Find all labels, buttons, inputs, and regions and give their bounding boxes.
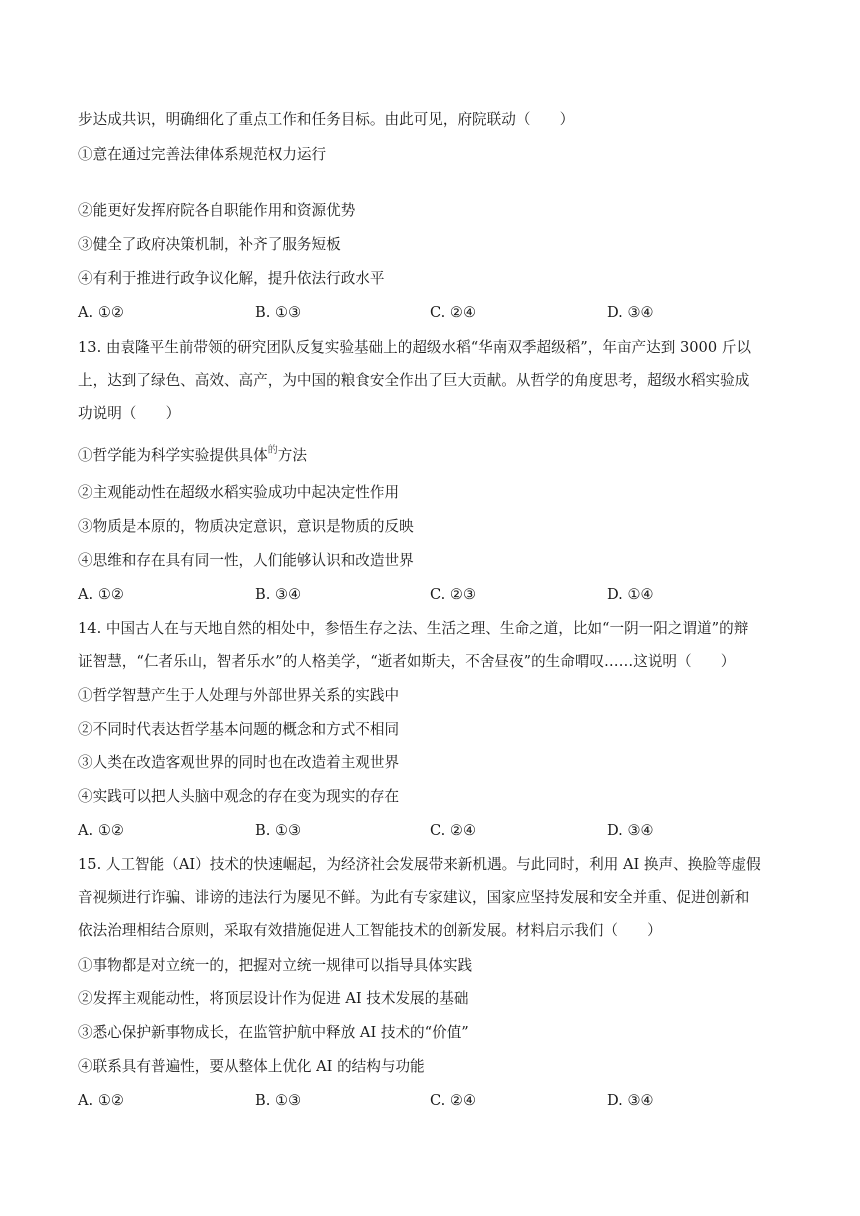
q12-option-b: B. ①③: [255, 304, 302, 321]
q13-stem-line-2: 上，达到了绿色、高效、高产，为中国的粮食安全作出了巨大贡献。从哲学的角度思考，超级水稻实验成: [78, 372, 750, 389]
q12-item-4: ④有利于推进行政争议化解，提升依法行政水平: [78, 270, 385, 287]
q13-item-1-sup: 的: [267, 445, 278, 456]
q13-item-4: ④思维和存在具有同一性，人们能够认识和改造世界: [78, 552, 414, 569]
q15-item-4: ④联系具有普遍性，要从整体上优化 AI 的结构与功能: [78, 1058, 425, 1075]
q13-item-1-pre: ①哲学能为科学实验提供具体: [78, 447, 268, 464]
q13-item-1-post: 方法: [277, 447, 307, 464]
q12-option-c: C. ②④: [430, 304, 477, 321]
q15-item-3: ③悉心保护新事物成长，在监管护航中释放 AI 技术的“价值”: [78, 1024, 469, 1041]
q12-item-3: ③健全了政府决策机制，补齐了服务短板: [78, 236, 341, 253]
q13-option-a: A. ①②: [78, 586, 124, 603]
q15-item-1: ①事物都是对立统一的，把握对立统一规律可以指导具体实践: [78, 957, 473, 974]
q15-option-a: A. ①②: [78, 1092, 124, 1109]
q13-option-b: B. ③④: [255, 586, 302, 603]
q13-stem-line-1: 13. 由袁隆平生前带领的研究团队反复实验基础上的超级水稻“华南双季超级稻”，年亩产达到 3000 斤以: [78, 339, 751, 356]
q15-option-c: C. ②④: [430, 1092, 477, 1109]
q14-stem-line-1: 14. 中国古人在与天地自然的相处中，参悟生存之法、生活之理、生命之道，比如“一阴一阳之谓道”的辩: [78, 620, 749, 637]
q12-item-2: ②能更好发挥府院各自职能作用和资源优势: [78, 202, 356, 219]
q13-item-2: ②主观能动性在超级水稻实验成功中起决定性作用: [78, 484, 400, 501]
q14-stem-line-2: 证智慧，“仁者乐山，智者乐水”的人格美学，“逝者如斯夫，不舍昼夜”的生命喟叹……这说明（ ）: [78, 653, 736, 670]
q13-item-1: [78, 446, 307, 468]
q14-option-a: A. ①②: [78, 822, 124, 839]
q14-option-d: D. ③④: [607, 822, 654, 839]
q15-stem-line-3: 依法治理相结合原则，采取有效措施促进人工智能技术的创新发展。材料启示我们（ ）: [78, 922, 662, 939]
q12-option-d: D. ③④: [607, 304, 654, 321]
q13-option-c: C. ②③: [430, 586, 477, 603]
q15-stem-line-2: 音视频进行诈骗、诽谤的违法行为屡见不鲜。为此有专家建议，国家应坚持发展和安全并重、促进创新和: [78, 889, 750, 906]
q13-option-d: D. ①④: [607, 586, 654, 603]
q14-option-b: B. ①③: [255, 822, 302, 839]
q14-item-1: ①哲学智慧产生于人处理与外部世界关系的实践中: [78, 687, 400, 704]
q12-item-1: ①意在通过完善法律体系规范权力运行: [78, 146, 327, 163]
q12-option-a: A. ①②: [78, 304, 124, 321]
q13-stem-line-3: 功说明（ ）: [78, 405, 181, 422]
q15-option-b: B. ①③: [255, 1092, 302, 1109]
q12-stem-continuation: 步达成共识，明确细化了重点工作和任务目标。由此可见，府院联动（ ）: [78, 111, 575, 128]
q15-stem-line-1: 15. 人工智能（AI）技术的快速崛起，为经济社会发展带来新机遇。与此同时，利用 AI 换声、换脸等虚假: [78, 856, 761, 873]
q15-item-2: ②发挥主观能动性，将顶层设计作为促进 AI 技术发展的基础: [78, 990, 469, 1007]
q14-option-c: C. ②④: [430, 822, 477, 839]
q14-item-3: ③人类在改造客观世界的同时也在改造着主观世界: [78, 754, 400, 771]
q15-option-d: D. ③④: [607, 1092, 654, 1109]
q14-item-4: ④实践可以把人头脑中观念的存在变为现实的存在: [78, 788, 400, 805]
q13-item-3: ③物质是本原的，物质决定意识，意识是物质的反映: [78, 518, 414, 535]
q14-item-2: ②不同时代表达哲学基本问题的概念和方式不相同: [78, 721, 400, 738]
